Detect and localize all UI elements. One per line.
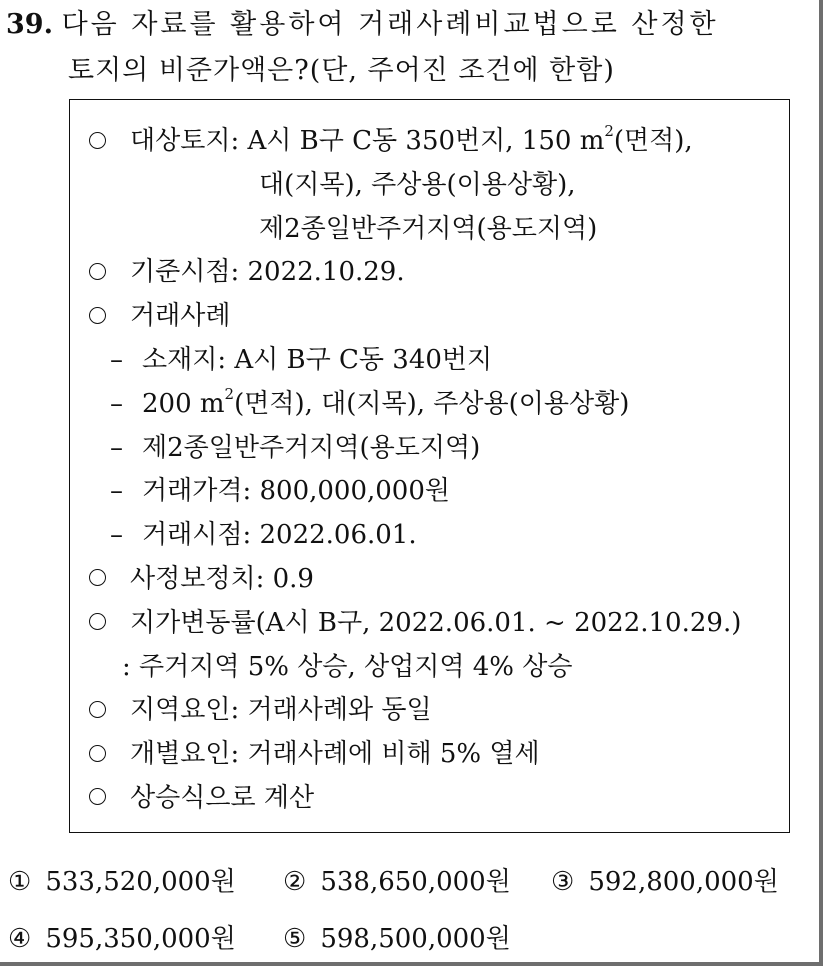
choice-4-value: 595,350,000원 bbox=[45, 924, 236, 954]
choice-4[interactable] bbox=[8, 919, 236, 959]
transaction-price: 거래가격: 800,000,000원 bbox=[142, 476, 451, 507]
land-price-change: 지가변동률(A시 B구, 2022.06.01. ~ 2022.10.29.) bbox=[130, 607, 742, 638]
circle-bullet-icon bbox=[89, 132, 106, 149]
choice-row-1 bbox=[8, 862, 808, 919]
dash-bullet-icon: – bbox=[110, 520, 123, 551]
target-land-zoning-row: 제2종일반주거지역(용도지역) bbox=[259, 213, 598, 244]
transaction-date-row bbox=[84, 514, 789, 558]
transaction-date: 거래시점: 2022.06.01. bbox=[142, 520, 417, 551]
transaction-case-title: 거래사례 bbox=[130, 301, 231, 332]
choice-2-marker: ② bbox=[283, 867, 307, 897]
transaction-zoning-row bbox=[84, 427, 789, 471]
choice-5-value: 598,500,000원 bbox=[320, 924, 511, 954]
land-price-change-row bbox=[84, 602, 789, 646]
transaction-price-row bbox=[84, 470, 789, 514]
choice-3-value: 592,800,000원 bbox=[588, 867, 779, 897]
conditions-list bbox=[84, 120, 789, 821]
conditions-box bbox=[69, 99, 790, 833]
circle-bullet-icon bbox=[89, 569, 106, 586]
transaction-location-row bbox=[84, 339, 789, 383]
regional-factor-row bbox=[84, 689, 789, 733]
circumstance-correction: 사정보정치: 0.9 bbox=[130, 563, 314, 594]
calculation-method: 상승식으로 계산 bbox=[130, 782, 315, 813]
dash-bullet-icon: – bbox=[110, 388, 123, 419]
transaction-area-row bbox=[84, 383, 789, 427]
choice-1-value: 533,520,000원 bbox=[45, 867, 236, 897]
question-number: 39. bbox=[6, 9, 53, 40]
choice-1-marker: ① bbox=[8, 867, 32, 897]
circle-bullet-icon bbox=[89, 701, 106, 718]
dash-bullet-icon: – bbox=[110, 432, 123, 463]
circle-bullet-icon bbox=[89, 745, 106, 762]
transaction-area: 200 m bbox=[142, 388, 225, 419]
calculation-method-row bbox=[84, 777, 789, 821]
question-text-line-1: 다음 자료를 활용하여 거래사례비교법으로 산정한 bbox=[61, 9, 719, 40]
choice-1[interactable] bbox=[8, 862, 236, 902]
base-date-text: 기준시점: 2022.10.29. bbox=[130, 257, 405, 288]
transaction-area-superscript: 2 bbox=[224, 385, 235, 404]
choice-row-2 bbox=[8, 919, 808, 976]
question-line-1 bbox=[6, 2, 806, 48]
choice-2-value: 538,650,000원 bbox=[320, 867, 511, 897]
choice-2[interactable] bbox=[283, 862, 511, 902]
choice-5[interactable] bbox=[283, 919, 511, 959]
target-land-area-superscript: 2 bbox=[604, 122, 614, 141]
transaction-location: 소재지: A시 B구 C동 340번지 bbox=[142, 344, 493, 375]
question bbox=[6, 2, 806, 94]
choice-3-marker: ③ bbox=[551, 867, 575, 897]
individual-factor-row bbox=[84, 733, 789, 777]
individual-factor: 개별요인: 거래사례에 비해 5% 열세 bbox=[130, 739, 540, 770]
dash-bullet-icon: – bbox=[110, 344, 123, 375]
circle-bullet-icon bbox=[89, 307, 106, 324]
choice-4-marker: ④ bbox=[8, 924, 32, 954]
circumstance-correction-row bbox=[84, 558, 789, 602]
choice-3[interactable] bbox=[551, 862, 779, 902]
target-land-area-note: (면적), bbox=[613, 126, 693, 156]
circle-bullet-icon bbox=[89, 263, 106, 280]
question-text-line-2: 토지의 비준가액은?(단, 주어진 조건에 한함) bbox=[68, 55, 615, 86]
choice-5-marker: ⑤ bbox=[283, 924, 307, 954]
transaction-zoning: 제2종일반주거지역(용도지역) bbox=[142, 432, 481, 463]
target-land-use-row: 대(지목), 주상용(이용상황), bbox=[259, 169, 576, 200]
transaction-area-details: (면적), 대(지목), 주상용(이용상황) bbox=[234, 388, 630, 419]
target-land-value bbox=[247, 122, 693, 156]
circle-bullet-icon bbox=[89, 788, 106, 805]
target-land-location: A시 B구 C동 350번지, 150 m bbox=[247, 126, 605, 156]
transaction-case-title-row bbox=[84, 295, 789, 339]
target-land-label: 대상토지: bbox=[130, 126, 240, 156]
target-land-row bbox=[84, 120, 789, 164]
dash-bullet-icon: – bbox=[110, 476, 123, 507]
land-price-change-detail: : 주거지역 5% 상승, 상업지역 4% 상승 bbox=[122, 651, 573, 682]
answer-choices bbox=[8, 862, 808, 976]
circle-bullet-icon bbox=[89, 613, 106, 630]
base-date-row bbox=[84, 251, 789, 295]
regional-factor: 지역요인: 거래사례와 동일 bbox=[130, 695, 432, 726]
